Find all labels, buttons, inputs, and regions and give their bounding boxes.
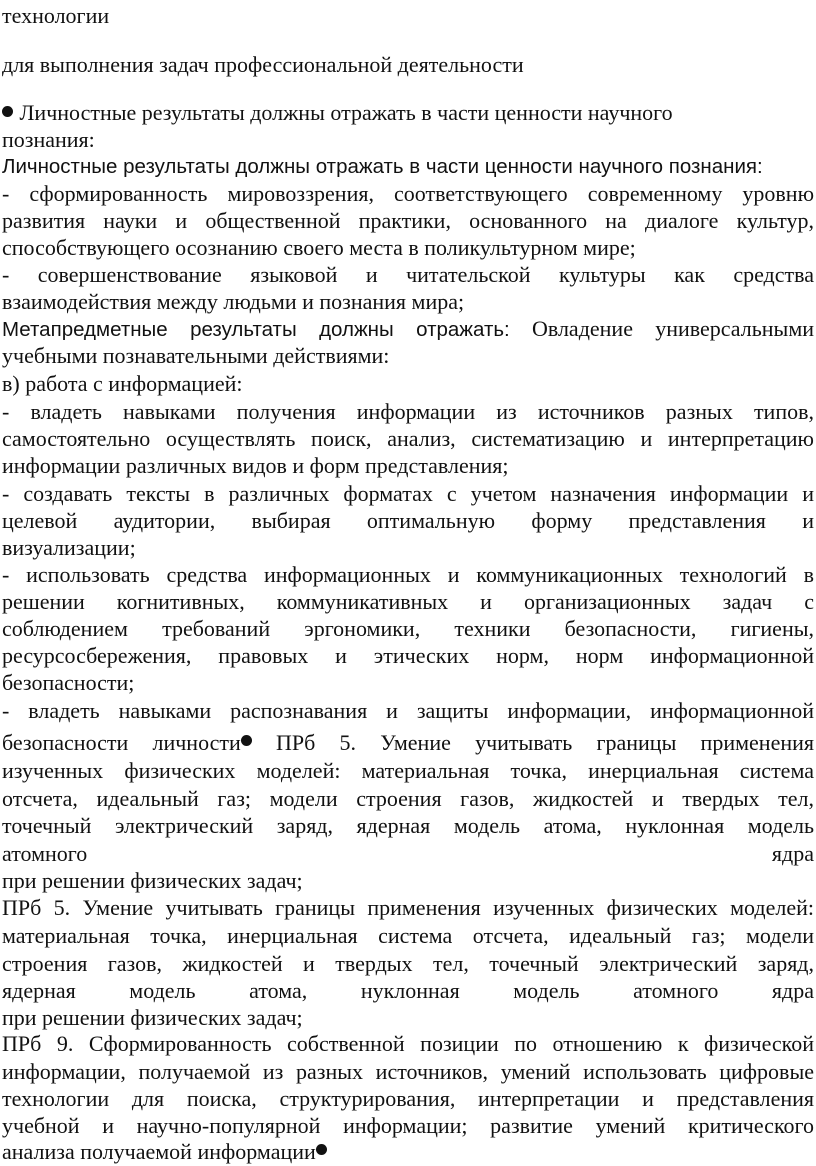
bullet-icon bbox=[241, 735, 252, 746]
text-line: технологии для поиска, структурирования, интерпретации и представления bbox=[2, 1086, 814, 1111]
text-fragment: безопасности личности bbox=[2, 730, 241, 755]
text-line bbox=[2, 729, 814, 757]
text-line: безопасности; bbox=[2, 670, 135, 695]
text-line: точечный электрический заряд, ядерная модель атома, нуклонная модель bbox=[2, 813, 814, 838]
text-line: атомного ядра bbox=[2, 841, 814, 866]
text-line: в) работа с информацией: bbox=[2, 371, 243, 396]
text-line: при решении физических задач; bbox=[2, 868, 303, 893]
text-line: учебными познавательными действиями: bbox=[2, 343, 390, 368]
bullet-icon bbox=[316, 1144, 327, 1155]
text-line: - совершенствование языковой и читательской культуры как средства bbox=[2, 262, 814, 287]
section-heading: Метапредметные результаты должны отражать: bbox=[2, 318, 510, 341]
text-line: целевой аудитории, выбирая оптимальную форму представления и bbox=[2, 508, 814, 533]
text-line: учебной и научно-популярной информации; развитие умений критического bbox=[2, 1113, 814, 1138]
text-line: технологии bbox=[2, 3, 110, 28]
text-line: развития науки и общественной практики, основанного на диалоге культур, bbox=[2, 208, 814, 233]
text-line: - создавать тексты в различных форматах с учетом назначения информации и bbox=[2, 481, 814, 506]
text-line: отсчета, идеальный газ; модели строения газов, жидкостей и твердых тел, bbox=[2, 786, 814, 811]
text-line: соблюдением требований эргономики, техники безопасности, гигиены, bbox=[2, 616, 814, 641]
text-fragment: ПРб 5. Умение учитывать границы применения bbox=[276, 730, 814, 755]
text-line: ПРб 9. Сформированность собственной позиции по отношению к физической bbox=[2, 1031, 814, 1056]
text-line: строения газов, жидкостей и твердых тел, точечный электрический заряд, bbox=[2, 951, 814, 976]
text-line: изученных физических моделей: материальная точка, инерциальная система bbox=[2, 758, 814, 783]
text-line: для выполнения задач профессиональной деятельности bbox=[2, 52, 524, 77]
text-fragment: анализа получаемой информации bbox=[2, 1139, 316, 1164]
text-line: - владеть навыками распознавания и защиты информации, информационной bbox=[2, 698, 814, 723]
section-heading: Личностные результаты должны отражать в части ценности научного познания: bbox=[2, 155, 763, 178]
text-line bbox=[2, 1138, 814, 1166]
text-line: способствующего осознанию своего места в поликультурном мире; bbox=[2, 235, 636, 260]
bullet-icon bbox=[2, 106, 13, 117]
text-line: ядерная модель атома, нуклонная модель атомного ядра bbox=[2, 978, 814, 1003]
text-line: решении когнитивных, коммуникативных и организационных задач с bbox=[2, 589, 814, 614]
text-line: при решении физических задач; bbox=[2, 1005, 303, 1030]
text-line bbox=[2, 315, 814, 343]
text-line: ПРб 5. Умение учитывать границы применения изученных физических моделей: bbox=[2, 895, 814, 920]
text-line: информации, получаемой из разных источников, умений использовать цифровые bbox=[2, 1059, 814, 1084]
text-line: - использовать средства информационных и коммуникационных технологий в bbox=[2, 562, 814, 587]
bullet-item bbox=[2, 99, 814, 127]
text-line: визуализации; bbox=[2, 535, 136, 560]
text-line: - сформированность мировоззрения, соответствующего современному уровню bbox=[2, 181, 814, 206]
text-line: ресурсосбережения, правовых и этических норм, норм информационной bbox=[2, 643, 814, 668]
text-line: познания: bbox=[2, 127, 95, 152]
text-fragment: Овладение универсальными bbox=[531, 316, 815, 341]
bullet-item-label: Личностные результаты должны отражать в части ценности научного bbox=[19, 100, 673, 125]
text-line: самостоятельно осуществлять поиск, анализ, систематизацию и интерпретацию bbox=[2, 426, 814, 451]
text-line: взаимодействия между людьми и познания мира; bbox=[2, 289, 465, 314]
text-line: - владеть навыками получения информации из источников разных типов, bbox=[2, 399, 814, 424]
text-line: материальная точка, инерциальная система отсчета, идеальный газ; модели bbox=[2, 923, 814, 948]
text-line: информации различных видов и форм представления; bbox=[2, 453, 509, 478]
